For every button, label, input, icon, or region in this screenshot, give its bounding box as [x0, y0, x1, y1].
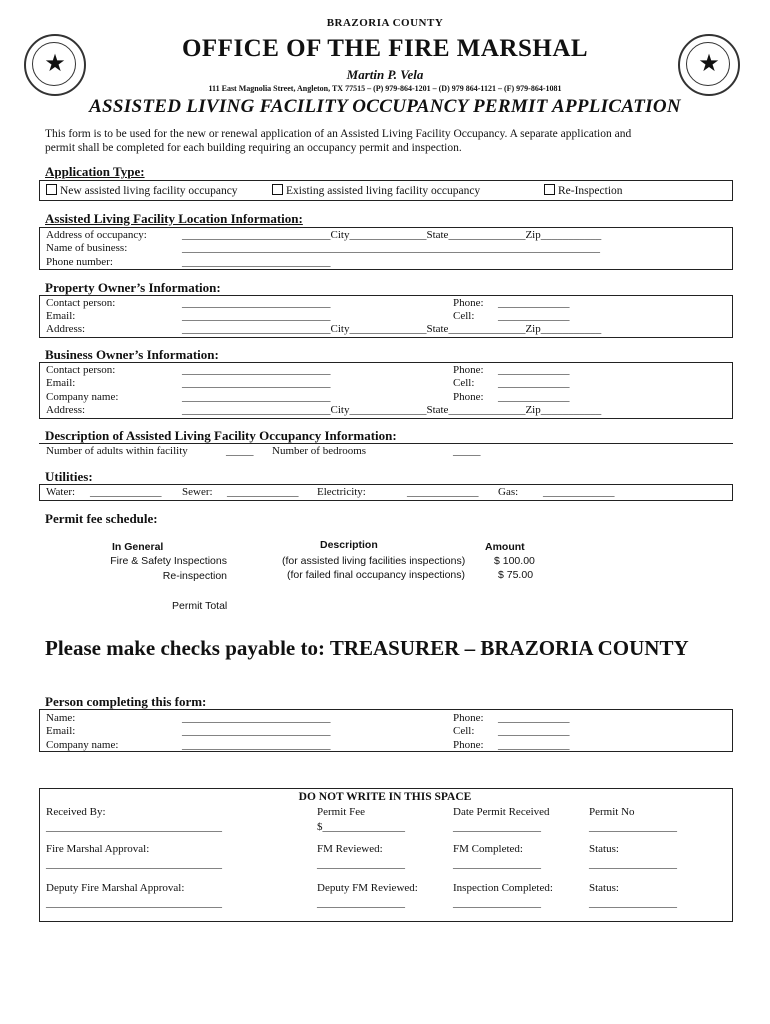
person-email-label: Email:	[46, 725, 76, 737]
fire-marshal-seal-icon: ★	[24, 34, 86, 96]
person-name-field[interactable]: ___________________________	[182, 712, 331, 724]
bo-phone2-label: Phone:	[453, 391, 484, 403]
person-phone-field[interactable]: _____________	[498, 712, 570, 724]
received-by-label: Received By:	[46, 806, 106, 818]
option-new-label: New assisted living facility occupancy	[60, 185, 238, 197]
utilities-heading: Utilities:	[45, 469, 93, 484]
option-new[interactable]	[46, 184, 238, 197]
po-cell-label: Cell:	[453, 310, 475, 322]
bedrooms-label: Number of bedrooms	[272, 445, 367, 457]
bo-phone-label: Phone:	[453, 364, 484, 376]
option-reinspection[interactable]	[544, 184, 623, 197]
bo-email-field[interactable]: ___________________________	[182, 377, 331, 389]
sewer-field[interactable]: _____________	[227, 486, 299, 498]
water-label: Water:	[46, 486, 76, 498]
deputy-approval-label: Deputy Fire Marshal Approval:	[46, 882, 185, 894]
permit-no-field[interactable]: ________________	[589, 821, 677, 833]
deputy-reviewed-label: Deputy FM Reviewed:	[317, 882, 418, 894]
person-phone-label: Phone:	[453, 712, 484, 724]
marshal-name: Martin P. Vela	[346, 67, 424, 82]
po-address-field[interactable]: ___________________________City______________State______________Zip___________	[182, 323, 602, 335]
status-label-2: Status:	[589, 882, 619, 894]
gas-label: Gas:	[498, 486, 519, 498]
fee-row-2-general: Re-inspection	[162, 570, 227, 582]
deputy-reviewed-field[interactable]: ________________	[317, 897, 405, 909]
date-received-label: Date Permit Received	[453, 806, 550, 818]
option-existing-label: Existing assisted living facility occupancy	[286, 185, 481, 197]
person-phone2-field[interactable]: _____________	[498, 739, 570, 751]
application-type-heading: Application Type:	[45, 164, 145, 179]
adults-field[interactable]: _____	[226, 445, 254, 457]
bo-cell-label: Cell:	[453, 377, 475, 389]
permit-no-label: Permit No	[589, 806, 635, 818]
permit-fee-label: Permit Fee	[317, 806, 365, 818]
fee-schedule-heading: Permit fee schedule:	[45, 511, 158, 526]
business-owner-heading: Business Owner’s Information:	[45, 347, 219, 362]
bedrooms-field[interactable]: _____	[453, 445, 481, 457]
fm-completed-field[interactable]: ________________	[453, 858, 541, 870]
po-contact-field[interactable]: ___________________________	[182, 297, 331, 309]
fee-row-2-description: (for failed final occupancy inspections)	[287, 569, 466, 581]
person-name-label: Name:	[46, 712, 76, 724]
received-by-field[interactable]: ________________________________	[46, 821, 222, 833]
fm-reviewed-field[interactable]: ________________	[317, 858, 405, 870]
adults-label: Number of adults within facility	[46, 445, 188, 457]
checkbox-reinspection[interactable]	[544, 184, 555, 195]
bo-contact-label: Contact person:	[46, 364, 116, 376]
inspection-completed-field[interactable]: ________________	[453, 897, 541, 909]
person-cell-field[interactable]: _____________	[498, 725, 570, 737]
fm-completed-label: FM Completed:	[453, 843, 523, 855]
po-email-field[interactable]: ___________________________	[182, 310, 331, 322]
po-phone-label: Phone:	[453, 297, 484, 309]
office-use-heading: DO NOT WRITE IN THIS SPACE	[298, 791, 472, 803]
gas-field[interactable]: _____________	[543, 486, 615, 498]
payment-instruction: Please make checks payable to: TREASURER – BRAZORIA COUNTY	[45, 636, 689, 660]
po-phone-field[interactable]: _____________	[498, 297, 570, 309]
po-email-label: Email:	[46, 310, 76, 322]
fee-col-general-header: In General	[112, 541, 164, 553]
location-heading: Assisted Living Facility Location Information:	[45, 211, 303, 226]
bo-contact-field[interactable]: ___________________________	[182, 364, 331, 376]
address-of-occupancy-field[interactable]: ___________________________City______________State______________Zip___________	[182, 229, 602, 241]
fm-reviewed-label: FM Reviewed:	[317, 843, 383, 855]
sewer-label: Sewer:	[182, 486, 213, 498]
status-label-1: Status:	[589, 843, 619, 855]
property-owner-heading: Property Owner’s Information:	[45, 280, 221, 295]
option-reinspection-label: Re-Inspection	[558, 185, 623, 197]
person-box	[39, 709, 733, 752]
form-title: ASSISTED LIVING FACILITY OCCUPANCY PERMIT APPLICATION	[89, 96, 681, 117]
fee-row-1-description: (for assisted living facilities inspections)	[282, 555, 466, 567]
fm-approval-field[interactable]: ________________________________	[46, 858, 222, 870]
permit-total-label: Permit Total	[172, 600, 228, 612]
person-heading: Person completing this form:	[45, 694, 207, 709]
water-field[interactable]: _____________	[90, 486, 162, 498]
fee-row-2-amount: $ 75.00	[498, 569, 534, 581]
fm-approval-label: Fire Marshal Approval:	[46, 843, 150, 855]
fee-col-description-header: Description	[320, 539, 378, 551]
electricity-label: Electricity:	[317, 486, 366, 498]
po-address-label: Address:	[46, 323, 86, 335]
business-name-label: Name of business:	[46, 242, 128, 254]
fee-row-1-general: Fire & Safety Inspections	[110, 555, 227, 567]
person-company-field[interactable]: ___________________________	[182, 739, 331, 751]
office-address: 111 East Magnolia Street, Angleton, TX 77515 – (P) 979-864-1201 – (D) 979 864-1121 – (F) 979-864-1081	[208, 84, 562, 93]
description-top-rule	[39, 443, 733, 444]
business-name-field[interactable]: ____________________________________________________________________________	[182, 242, 600, 254]
po-contact-label: Contact person:	[46, 297, 116, 309]
bo-email-label: Email:	[46, 377, 76, 389]
bo-address-label: Address:	[46, 404, 86, 416]
po-cell-field[interactable]: _____________	[498, 310, 570, 322]
option-existing[interactable]	[272, 184, 480, 197]
description-heading: Description of Assisted Living Facility Occupancy Information:	[45, 428, 397, 443]
person-email-field[interactable]: ___________________________	[182, 725, 331, 737]
county-seal-icon: ★	[678, 34, 740, 96]
electricity-field[interactable]: _____________	[407, 486, 479, 498]
permit-fee-field[interactable]: $_______________	[317, 821, 405, 833]
bo-company-label: Company name:	[46, 391, 119, 403]
bo-address-field[interactable]: ___________________________City______________State______________Zip___________	[182, 404, 602, 416]
bo-company-field[interactable]: ___________________________	[182, 391, 331, 403]
bo-cell-field[interactable]: _____________	[498, 377, 570, 389]
phone-number-label: Phone number:	[46, 256, 113, 268]
bo-phone-field[interactable]: _____________	[498, 364, 570, 376]
intro-line-1: This form is to be used for the new or renewal application of an Assisted Living Facility Occupancy. A separate application and	[45, 128, 632, 140]
intro-line-2: permit shall be completed for each building requiring an occupancy permit and inspection.	[45, 142, 462, 154]
status-field-1[interactable]: ________________	[589, 858, 677, 870]
fee-col-amount-header: Amount	[485, 541, 525, 553]
date-received-field[interactable]: ________________	[453, 821, 541, 833]
address-of-occupancy-label: Address of occupancy:	[46, 229, 147, 241]
checkbox-existing[interactable]	[272, 184, 283, 195]
checkbox-new[interactable]	[46, 184, 57, 195]
person-company-label: Company name:	[46, 739, 119, 751]
status-field-2[interactable]: ________________	[589, 897, 677, 909]
office-title: OFFICE OF THE FIRE MARSHAL	[181, 35, 589, 62]
county-name: BRAZORIA COUNTY	[326, 17, 444, 29]
inspection-completed-label: Inspection Completed:	[453, 882, 553, 894]
deputy-approval-field[interactable]: ________________________________	[46, 897, 222, 909]
fee-row-1-amount: $ 100.00	[494, 555, 535, 567]
phone-number-field[interactable]: ___________________________	[182, 256, 331, 268]
person-phone2-label: Phone:	[453, 739, 484, 751]
person-cell-label: Cell:	[453, 725, 475, 737]
bo-phone2-field[interactable]: _____________	[498, 391, 570, 403]
